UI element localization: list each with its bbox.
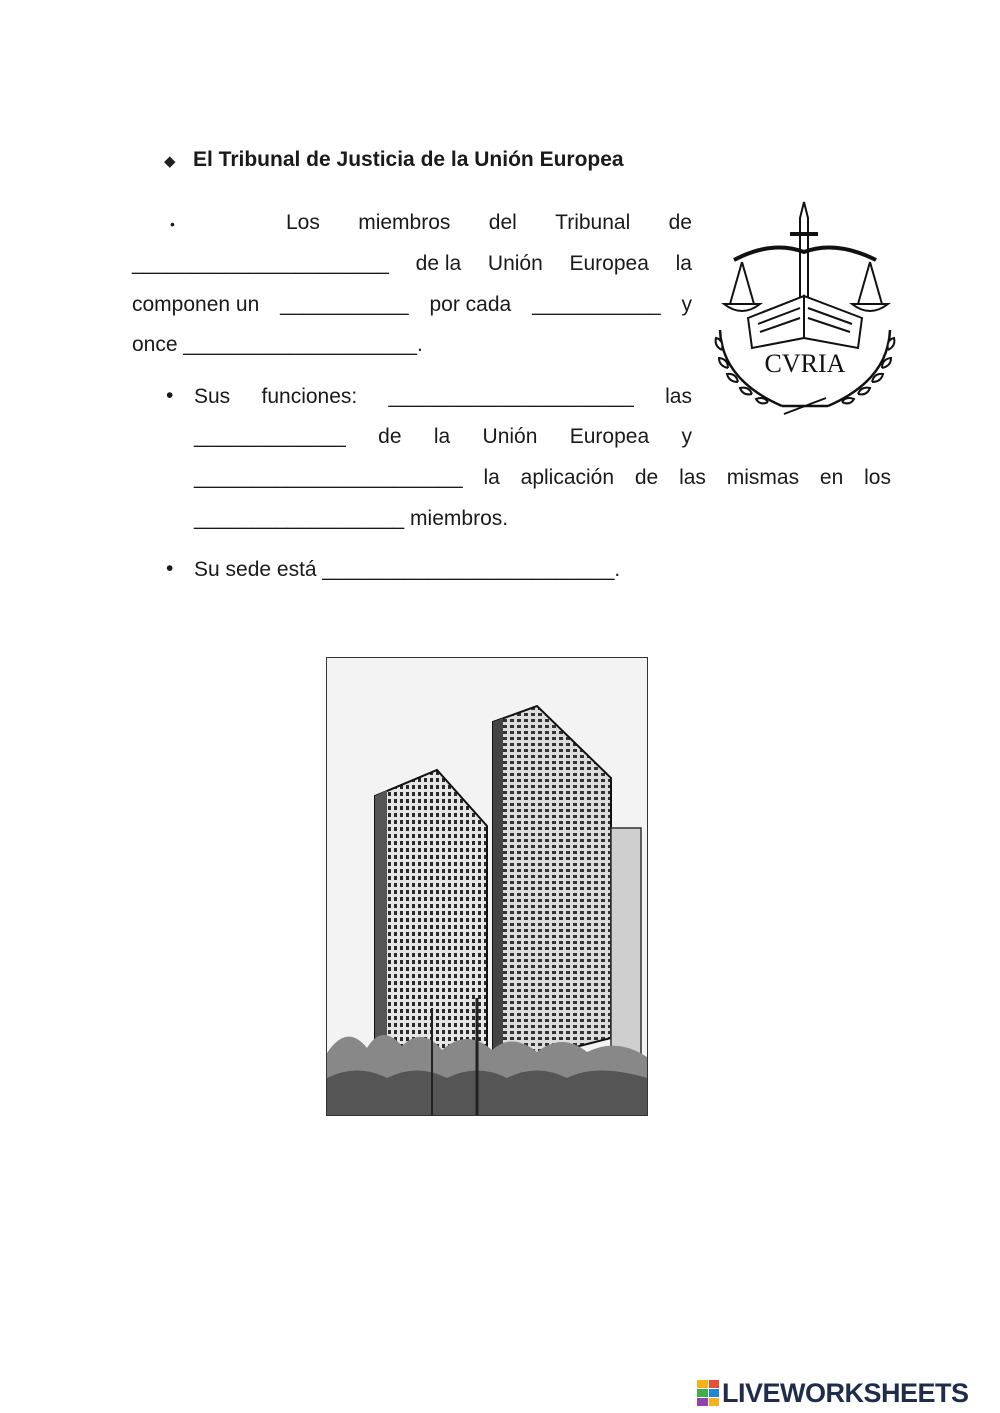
logo-text: CVRIA bbox=[764, 349, 846, 378]
text: aplicación bbox=[520, 466, 615, 489]
text: la bbox=[675, 252, 692, 275]
bullet-icon: • bbox=[170, 216, 175, 232]
text: Tribunal bbox=[555, 211, 631, 234]
footer-brand: LIVEWORKSHEETS bbox=[722, 1377, 969, 1408]
p2-line3 bbox=[194, 465, 891, 491]
text: Europea bbox=[569, 252, 649, 275]
text: las bbox=[679, 466, 706, 489]
text: la bbox=[433, 425, 451, 448]
liveworksheets-logo bbox=[697, 1378, 969, 1408]
court-building-photo bbox=[326, 657, 648, 1116]
text: mismas bbox=[726, 466, 800, 489]
p1-line3 bbox=[132, 292, 692, 318]
text: la bbox=[483, 466, 500, 489]
text: las bbox=[665, 385, 692, 408]
text: de bbox=[668, 211, 692, 234]
text: de bbox=[378, 425, 402, 448]
text: de bbox=[634, 466, 659, 489]
text: once bbox=[132, 333, 178, 356]
p2-line2 bbox=[194, 424, 692, 450]
p1-line2 bbox=[132, 251, 692, 277]
text: Los bbox=[286, 211, 320, 234]
text: miembros bbox=[358, 211, 451, 234]
text: del bbox=[488, 211, 517, 234]
text: Unión bbox=[487, 252, 543, 275]
bullet-icon: • bbox=[166, 384, 174, 407]
text: por cada bbox=[429, 293, 512, 316]
building-image bbox=[327, 658, 647, 1115]
blank-field[interactable]: ____________________. bbox=[183, 333, 423, 356]
scales-of-justice-icon bbox=[712, 200, 898, 422]
blank-field[interactable]: ___________ bbox=[532, 293, 661, 316]
text: de la bbox=[415, 252, 462, 275]
text: Unión bbox=[482, 425, 538, 448]
blank-field[interactable]: ______________________ bbox=[132, 252, 389, 275]
page-title: El Tribunal de Justicia de la Unión Europea bbox=[193, 148, 624, 171]
p3-line: Su sede está _________________________. bbox=[194, 558, 621, 581]
text: Europea bbox=[569, 425, 650, 448]
p1-line4 bbox=[132, 332, 423, 358]
liveworksheets-icon bbox=[697, 1380, 719, 1406]
bullet-icon: • bbox=[166, 557, 174, 580]
curia-logo bbox=[712, 200, 898, 422]
blank-field[interactable]: ___________ bbox=[280, 293, 409, 316]
text: y bbox=[681, 293, 692, 316]
p1-line1 bbox=[286, 210, 692, 236]
text: en bbox=[819, 466, 844, 489]
p2-line4: __________________ miembros. bbox=[194, 507, 509, 530]
text: los bbox=[864, 466, 891, 489]
text: componen un bbox=[132, 293, 260, 316]
text: funciones: bbox=[261, 385, 358, 408]
blank-field[interactable]: _____________ bbox=[194, 425, 346, 448]
blank-field[interactable]: _____________________ bbox=[388, 385, 634, 408]
text: y bbox=[681, 425, 692, 448]
p2-line1 bbox=[194, 384, 692, 410]
heading-bullet-icon: ◆ bbox=[164, 153, 176, 170]
text: Sus bbox=[194, 385, 231, 408]
blank-field[interactable]: _______________________ bbox=[194, 466, 463, 489]
